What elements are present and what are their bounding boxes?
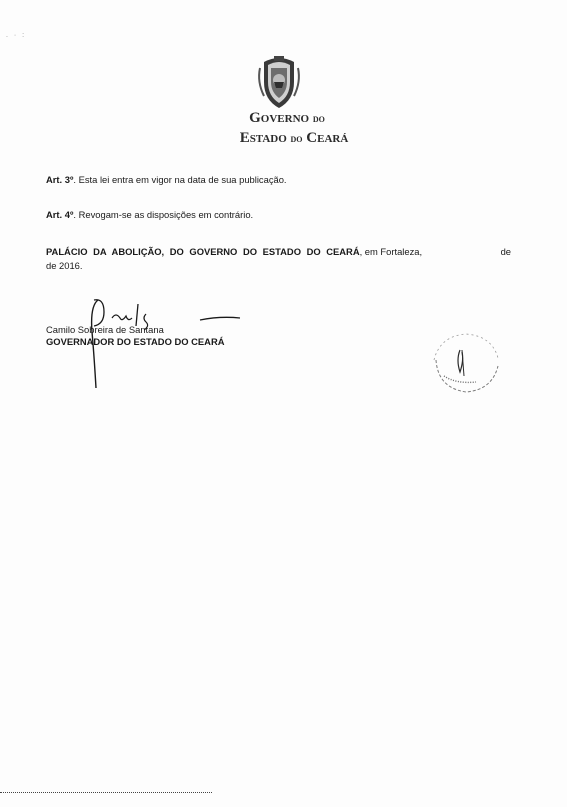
header-ceara: Ceará (306, 130, 349, 146)
closing-paragraph (46, 245, 511, 273)
article-4-text: . Revogam-se as disposições em contrário. (73, 209, 254, 220)
footer-dotted-rule (0, 792, 212, 794)
header-do-2: do (290, 133, 303, 145)
protocol-stamp-icon (426, 330, 504, 398)
closing-line2: de 2016. (46, 260, 83, 271)
article-3-label: Art. 3º (46, 174, 74, 185)
signatory-name: Camilo Sobreira de Santana (46, 324, 164, 335)
header-do-1: do (312, 113, 325, 125)
article-4 (46, 208, 253, 222)
signature-block (46, 324, 224, 348)
closing-rest: , em Fortaleza, (359, 246, 423, 257)
signatory-role: GOVERNADOR DO ESTADO DO CEARÁ (46, 336, 225, 347)
article-4-label: Art. 4º (46, 209, 74, 220)
closing-de: de (500, 246, 511, 257)
corner-marks: . · : (6, 32, 27, 39)
article-3-text: . Esta lei entra em vigor na data de sua publicação. (73, 174, 287, 185)
government-header (180, 109, 380, 149)
state-coat-of-arms-icon (254, 52, 304, 110)
article-3 (46, 173, 287, 187)
closing-bold: PALÁCIO DA ABOLIÇÃO, DO GOVERNO DO ESTADO DO CEARÁ (46, 246, 360, 257)
header-governo: Governo (249, 110, 310, 126)
header-estado: Estado (239, 130, 287, 146)
